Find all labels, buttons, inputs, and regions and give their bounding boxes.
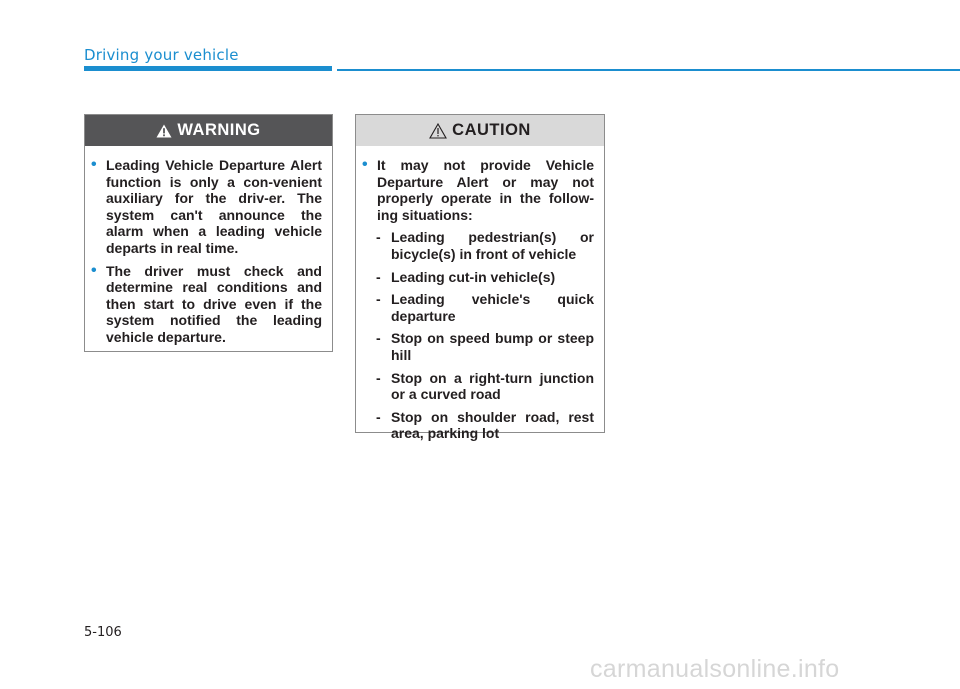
warning-triangle-icon [156,124,172,138]
caution-item: - Stop on shoulder road, rest area, parking lot [376,408,594,442]
warning-body [85,146,332,346]
caution-header [356,115,604,146]
caution-item: - Stop on a right-turn junction or a curved road [376,369,594,403]
caution-intro: • It may not provide Vehicle Departure Alert or may not properly operate in the follow-ing situations: [371,157,594,223]
warning-box [84,114,333,352]
caution-item: - Leading pedestrian(s) or bicycle(s) in front of vehicle [376,229,594,262]
header-rule-thick [84,66,332,71]
caution-item-text: Leading cut-in vehicle(s) [391,268,556,285]
caution-item: - Leading vehicle's quick departure [376,291,594,324]
warning-bullet: • Leading Vehicle Departure Alert function is only a con-venient auxiliary for the driv-er. The system can't announce the alarm when a leading vehicle departs in real time. [100,157,322,257]
caution-item: - Stop on speed bump or steep hill [376,330,594,363]
section-title: Driving your vehicle [84,46,239,64]
warning-header [85,115,332,146]
caution-item-text: Leading vehicle's quick departure [391,291,594,324]
header-rule-thin [337,69,960,71]
caution-body [356,146,604,442]
caution-item-text: Leading pedestrian(s) or bicycle(s) in front of vehicle [391,229,594,262]
caution-item-text: Stop on shoulder road, rest area, parking lot [391,408,594,442]
caution-box [355,114,605,442]
caution-item-text: Stop on a right-turn junction or a curved road [391,369,594,403]
caution-item: - Leading cut-in vehicle(s) [376,268,556,285]
page-number: 5-106 [84,625,122,640]
watermark: carmanualsonline.info [590,655,840,683]
caution-item-text: Stop on speed bump or steep hill [391,330,594,363]
warning-title: WARNING [177,121,261,139]
warning-bullet: • The driver must check and determine real conditions and then start to drive even if the system notified the leading vehicle departure. [100,263,322,346]
caution-title: CAUTION [452,121,531,139]
caution-triangle-icon [429,123,447,139]
